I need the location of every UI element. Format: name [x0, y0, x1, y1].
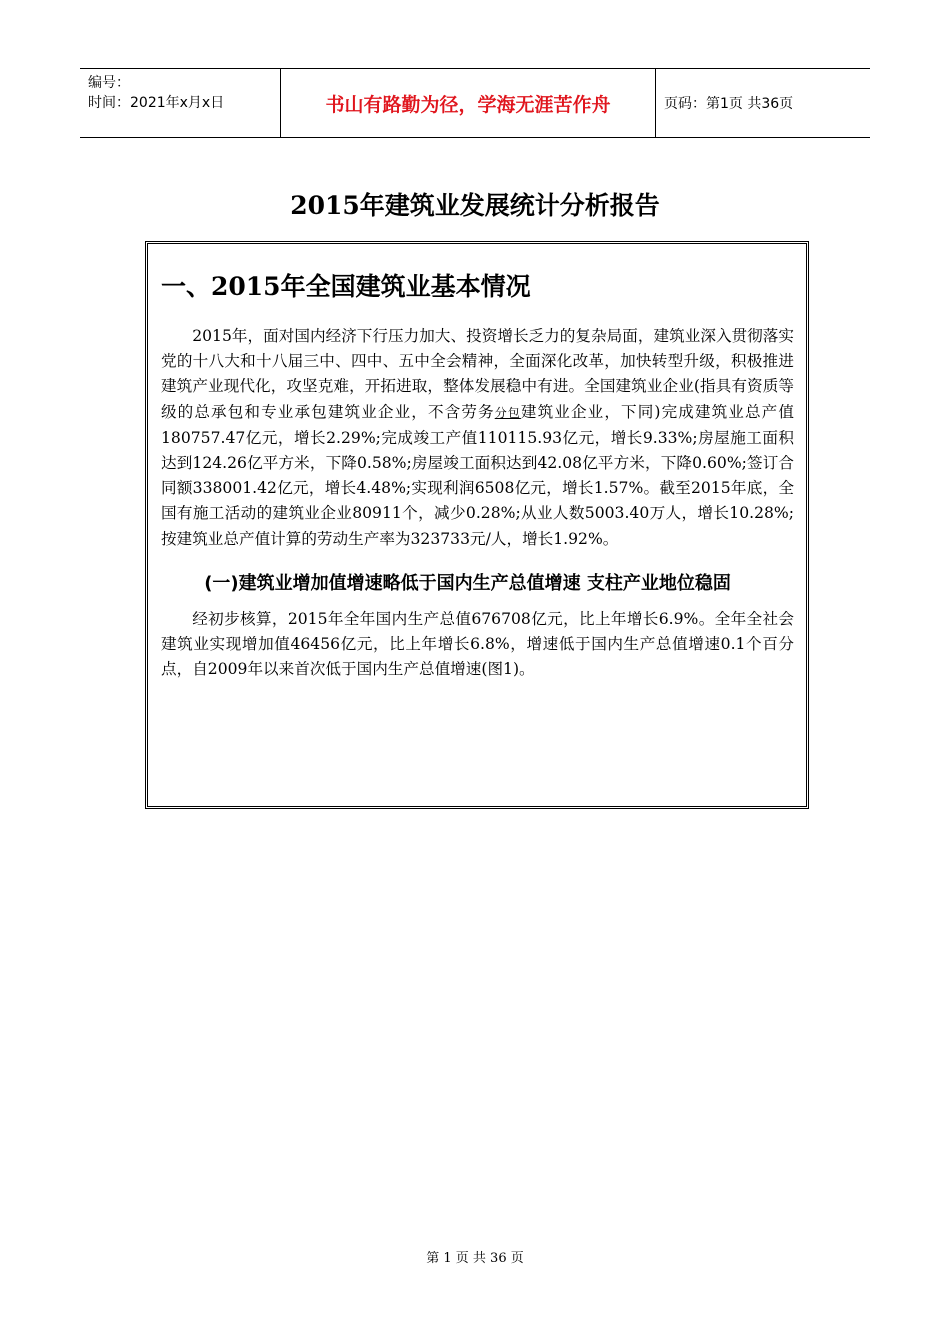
header-motto: 书山有路勤为径，学海无涯苦作舟 — [281, 69, 656, 137]
page-header — [80, 68, 870, 138]
header-meta — [80, 69, 281, 137]
header-page-info: 页码：第1页 共36页 — [664, 96, 794, 112]
doc-number-label: 编号： — [88, 75, 130, 91]
gdp-paragraph: 经初步核算，2015年全年国内生产总值676708亿元，比上年增长6.9%。全年全社会建筑业实现增加值46456亿元，比上年增长6.8%，增速低于国内生产总值增速0.1个百分点，自2009年以来首次低于国内生产总值增速(图1)。 — [161, 609, 794, 679]
content-frame — [145, 241, 809, 809]
document-title: 2015年建筑业发展统计分析报告 — [290, 191, 660, 220]
section-heading: 一、2015年全国建筑业基本情况 — [161, 272, 531, 301]
subcontract-link[interactable]: 分包 — [494, 405, 521, 420]
intro-text-b: 建筑业企业，下同)完成建筑业总产值180757.47亿元，增长2.29%;完成竣工产值110115.93亿元，增长9.33%;房屋施工面积达到124.26亿平方米，下降0.58%;房屋竣工面积达到42.08亿平方米，下降0.60%;签订合同额338001.42亿元，增长4.48%;实现利润6508亿元，增长1.57%。截至2015年底，全国有施工活动的建筑业企业80911个，减少0.28%;从业人数5003.40万人，增长10.28%;按建筑业总产值计算的劳动生产率为323733元/人，增长1.92%。 — [161, 402, 794, 548]
page-footer: 第 1 页 共 36 页 — [426, 1251, 524, 1266]
intro-text-a: 2015年，面对国内经济下行压力加大、投资增长乏力的复杂局面，建筑业深入贯彻落实党的十八大和十八届三中、四中、五中全会精神，全面深化改革，加快转型升级，积极推进建筑产业现代化，攻坚克难，开拓进取，整体发展稳中有进。全国建筑业企业(指具有资质等级的总承包和专业承包建筑业企业，不含劳务 — [161, 327, 794, 421]
subsection-heading: (一)建筑业增加值增速略低于国内生产总值增速 支柱产业地位稳固 — [204, 572, 731, 594]
intro-paragraph — [161, 324, 794, 552]
doc-time-label: 时间：2021年x月x日 — [88, 95, 225, 111]
